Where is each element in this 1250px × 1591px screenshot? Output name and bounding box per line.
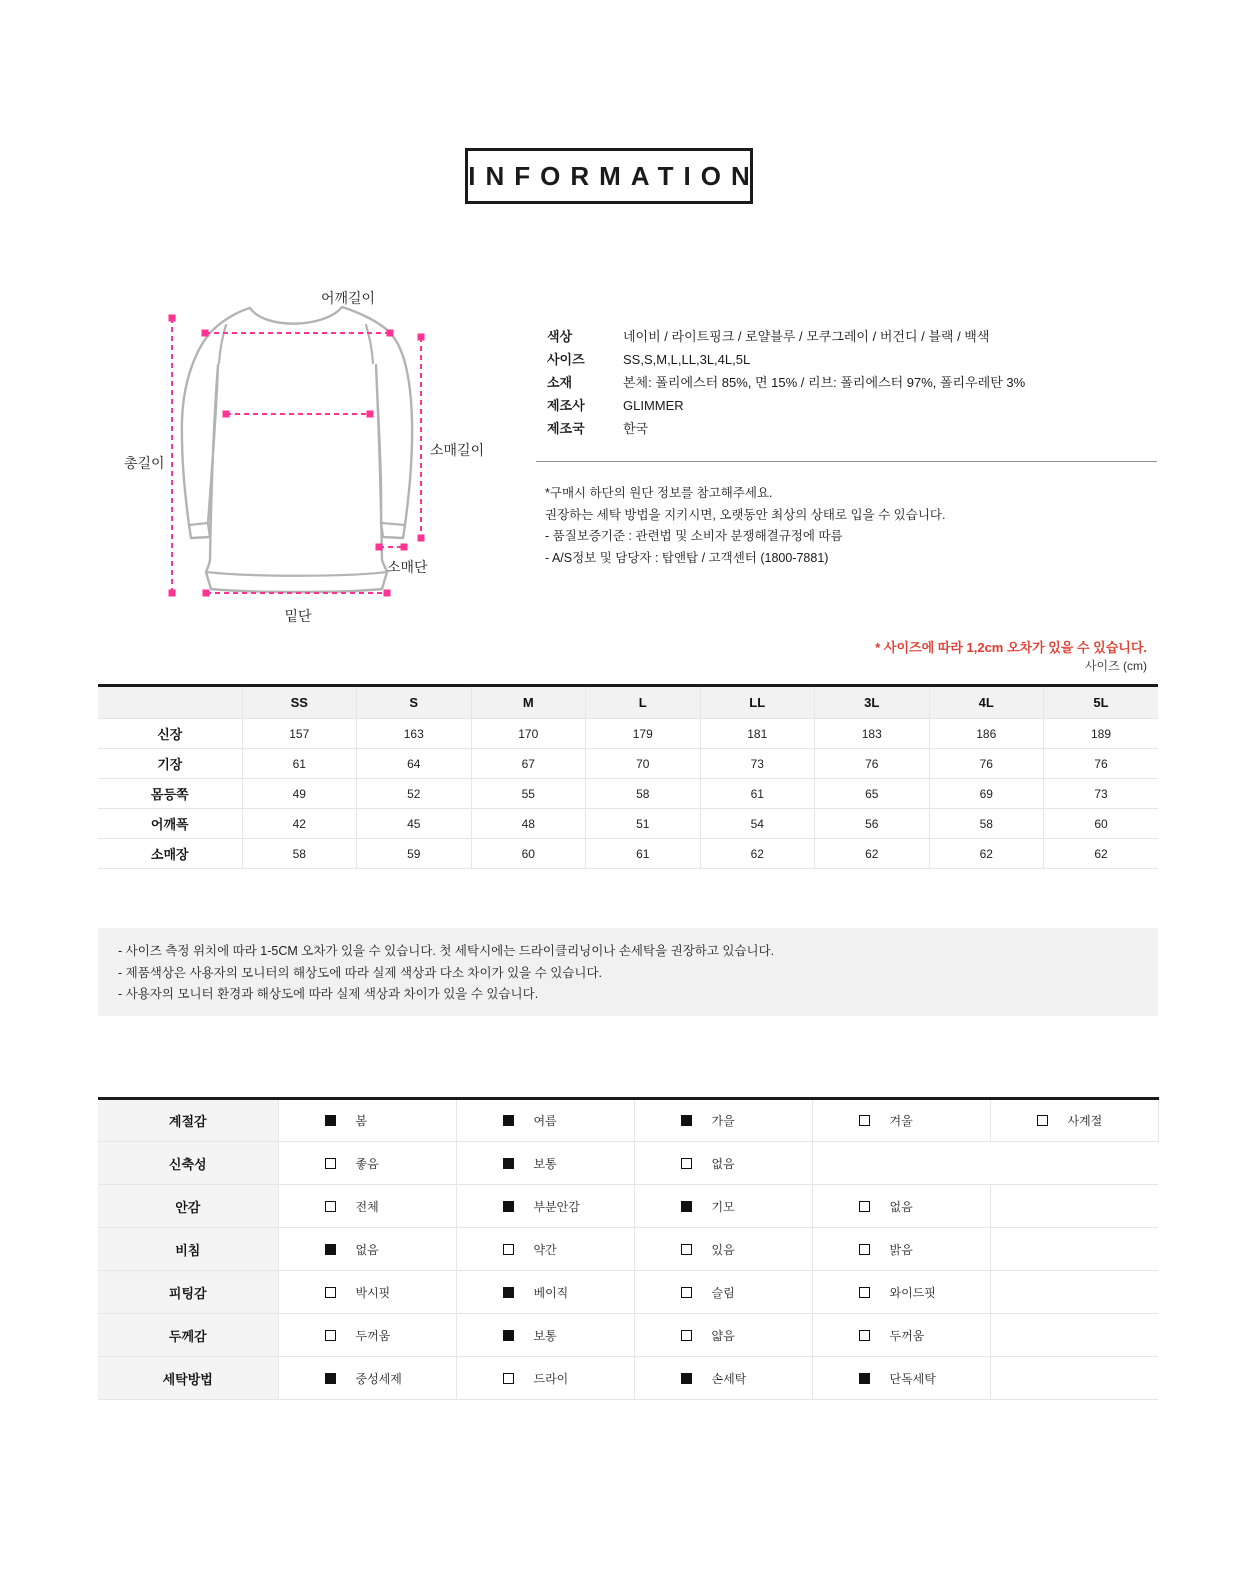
option-label: 없음 [355,1242,379,1257]
page-title: INFORMATION [468,160,760,191]
option-label: 슬림 [711,1285,735,1300]
label-sleeve-length: 소매길이 [430,442,485,458]
option-cell [812,1185,990,1228]
info-label: 색상 [547,329,573,344]
note-line: - 품질보증기준 : 관련법 및 소비자 분쟁해결규정에 따름 [545,529,843,543]
checkbox-unchecked-icon [859,1287,870,1298]
size-cell: 48 [471,809,586,839]
option-label: 밝음 [889,1242,913,1257]
size-row-label: 소매장 [98,839,242,869]
size-cell: 65 [815,779,930,809]
size-cell: 61 [700,779,815,809]
attribute-row-label: 계절감 [98,1099,278,1142]
option-cell [990,1099,1158,1142]
size-header-row [98,686,1158,719]
label-shoulder-length: 어깨길이 [320,290,376,306]
option-label: 기모 [711,1199,735,1214]
size-cell: 76 [815,749,930,779]
option-cell [278,1357,456,1400]
size-cell: 49 [242,779,357,809]
option-label: 없음 [711,1156,735,1171]
option-label: 겨울 [889,1114,913,1128]
size-column-header: 5L [1044,686,1159,719]
empty-cell [812,1142,1158,1185]
note-line: *구매시 하단의 원단 정보를 참고해주세요. [545,486,773,500]
option-label: 드라이 [533,1371,569,1386]
size-unit-label: 사이즈 (cm) [1084,659,1147,673]
attribute-row [98,1271,1158,1314]
label-hem: 밑단 [284,608,312,624]
size-table-corner [98,686,242,719]
info-value: 네이비 / 라이트핑크 / 로얄블루 / 모쿠그레이 / 버건디 / 블랙 / 백색 [623,329,990,344]
size-cell: 61 [242,749,357,779]
checkbox-unchecked-icon [681,1330,692,1341]
info-value: GLIMMER [623,398,684,413]
size-table-row [98,839,1158,869]
size-cell: 59 [357,839,472,869]
size-column-header: LL [700,686,815,719]
attribute-row-label: 안감 [98,1185,278,1228]
attribute-row-label: 비침 [98,1228,278,1271]
checkbox-unchecked-icon [859,1201,870,1212]
info-value: 한국 [623,421,649,436]
option-cell [456,1142,634,1185]
attribute-row-label: 피팅감 [98,1271,278,1314]
checkbox-checked-icon [503,1287,514,1298]
option-label: 사계절 [1067,1114,1103,1128]
info-divider [536,461,1157,462]
size-table-row [98,719,1158,749]
option-cell [812,1228,990,1271]
info-label: 소재 [547,375,573,390]
option-label: 보통 [533,1156,557,1171]
empty-cell [990,1314,1158,1357]
option-label: 좋음 [355,1156,379,1171]
size-cell: 181 [700,719,815,749]
checkbox-unchecked-icon [859,1244,870,1255]
attribute-table [98,1097,1159,1400]
attribute-row [98,1228,1158,1271]
info-row-size [547,353,1159,366]
checkbox-unchecked-icon [325,1287,336,1298]
label-total-length: 총길이 [124,455,165,471]
option-cell [456,1271,634,1314]
note-line: 권장하는 세탁 방법을 지키시면, 오랫동안 최상의 상태로 입을 수 있습니다. [545,507,946,522]
size-cell: 163 [357,719,472,749]
option-label: 보통 [533,1328,557,1343]
option-cell [634,1228,812,1271]
size-table-row [98,809,1158,839]
size-column-header: 4L [929,686,1044,719]
option-label: 두꺼움 [889,1328,925,1343]
option-label: 봄 [355,1114,368,1128]
info-label: 사이즈 [547,352,585,367]
checkbox-checked-icon [503,1115,514,1126]
garment-diagram [100,270,520,630]
info-label: 제조국 [547,421,585,436]
info-row-color [547,330,1159,343]
option-cell [634,1357,812,1400]
option-cell [634,1314,812,1357]
size-row-label: 어깨폭 [98,809,242,839]
option-label: 전체 [355,1199,379,1214]
checkbox-unchecked-icon [681,1287,692,1298]
product-info-panel [547,330,1159,445]
checkbox-unchecked-icon [325,1158,336,1169]
option-cell [812,1357,990,1400]
option-label: 베이직 [533,1285,569,1300]
size-cell: 183 [815,719,930,749]
checkbox-checked-icon [503,1158,514,1169]
option-label: 약간 [533,1242,557,1257]
size-cell: 58 [586,779,701,809]
size-cell: 55 [471,779,586,809]
size-cell: 76 [1044,749,1159,779]
option-cell [812,1271,990,1314]
option-cell [456,1314,634,1357]
page-title-box [465,148,760,204]
attribute-row-label: 두께감 [98,1314,278,1357]
option-label: 박시핏 [355,1285,391,1300]
info-value: SS,S,M,L,LL,3L,4L,5L [623,352,751,367]
size-cell: 42 [242,809,357,839]
size-tolerance-note: * 사이즈에 따라 1,2cm 오차가 있을 수 있습니다. [875,640,1147,655]
size-column-header: M [471,686,586,719]
option-cell [278,1142,456,1185]
size-cell: 62 [815,839,930,869]
option-label: 얇음 [711,1328,735,1343]
checkbox-checked-icon [681,1201,692,1212]
option-cell [634,1185,812,1228]
option-cell [812,1099,990,1142]
checkbox-unchecked-icon [859,1115,870,1126]
empty-cell [990,1357,1158,1400]
size-cell: 62 [929,839,1044,869]
checkbox-checked-icon [325,1373,336,1384]
checkbox-unchecked-icon [681,1158,692,1169]
option-cell [278,1314,456,1357]
size-column-header: 3L [815,686,930,719]
size-row-label: 신장 [98,719,242,749]
option-cell [634,1099,812,1142]
empty-cell [990,1185,1158,1228]
option-label: 여름 [533,1114,557,1128]
checkbox-checked-icon [503,1330,514,1341]
checkbox-unchecked-icon [681,1244,692,1255]
info-value: 본체: 폴리에스터 85%, 면 15% / 리브: 폴리에스터 97%, 폴리우레탄 3% [623,375,1026,390]
size-column-header: L [586,686,701,719]
care-note-line: - 사용자의 모니터 환경과 해상도에 따라 실제 색상과 차이가 있을 수 있습니다. [118,987,539,1001]
size-column-header: S [357,686,472,719]
size-table-row [98,779,1158,809]
size-cell: 73 [1044,779,1159,809]
info-row-material [547,376,1159,389]
size-column-header: SS [242,686,357,719]
care-note-line: - 사이즈 측정 위치에 따라 1-5CM 오차가 있을 수 있습니다. 첫 세탁시에는 드라이클리닝이나 손세탁을 권장하고 있습니다. [118,944,775,958]
size-cell: 70 [586,749,701,779]
attribute-row-label: 세탁방법 [98,1357,278,1400]
size-cell: 76 [929,749,1044,779]
option-label: 부분안감 [533,1199,580,1214]
size-cell: 51 [586,809,701,839]
size-cell: 58 [929,809,1044,839]
size-cell: 67 [471,749,586,779]
care-notes-box [98,928,1158,1016]
checkbox-unchecked-icon [503,1244,514,1255]
size-cell: 61 [586,839,701,869]
option-label: 가을 [711,1114,735,1128]
size-cell: 60 [471,839,586,869]
note-line: - A/S정보 및 담당자 : 탑앤탑 / 고객센터 (1800-7881) [545,550,829,565]
attribute-row [98,1099,1158,1142]
size-cell: 64 [357,749,472,779]
size-cell: 54 [700,809,815,839]
size-row-label: 몸등쪽 [98,779,242,809]
purchase-notes [545,483,945,569]
attribute-row-label: 신축성 [98,1142,278,1185]
checkbox-checked-icon [859,1373,870,1384]
option-cell [634,1271,812,1314]
option-cell [456,1185,634,1228]
size-cell: 186 [929,719,1044,749]
checkbox-checked-icon [325,1244,336,1255]
option-cell [456,1357,634,1400]
empty-cell [990,1228,1158,1271]
option-label: 중성세제 [355,1371,402,1386]
size-cell: 69 [929,779,1044,809]
size-cell: 73 [700,749,815,779]
option-label: 와이드핏 [889,1285,936,1300]
checkbox-unchecked-icon [325,1201,336,1212]
checkbox-unchecked-icon [503,1373,514,1384]
attribute-row [98,1142,1158,1185]
size-row-label: 기장 [98,749,242,779]
option-label: 손세탁 [711,1371,747,1386]
attribute-row [98,1185,1158,1228]
size-cell: 170 [471,719,586,749]
attribute-row [98,1314,1158,1357]
checkbox-checked-icon [325,1115,336,1126]
option-cell [278,1185,456,1228]
option-label: 있음 [711,1242,735,1257]
size-cell: 62 [700,839,815,869]
empty-cell [990,1271,1158,1314]
option-cell [278,1099,456,1142]
info-label: 제조사 [547,398,585,413]
label-sleeve-cuff: 소매단 [387,559,428,575]
option-cell [278,1271,456,1314]
checkbox-unchecked-icon [1037,1115,1048,1126]
size-cell: 62 [1044,839,1159,869]
option-cell [456,1099,634,1142]
size-table [98,684,1158,869]
option-cell [456,1228,634,1271]
care-note-line: - 제품색상은 사용자의 모니터의 해상도에 따라 실제 색상과 다소 차이가 있을 수 있습니다. [118,965,603,980]
info-row-manufacturer [547,399,1159,412]
size-cell: 52 [357,779,472,809]
size-table-row [98,749,1158,779]
checkbox-unchecked-icon [859,1330,870,1341]
option-cell [812,1314,990,1357]
size-cell: 58 [242,839,357,869]
option-cell [278,1228,456,1271]
option-label: 단독세탁 [889,1371,936,1386]
option-label: 두꺼움 [355,1328,391,1343]
option-label: 없음 [889,1199,913,1214]
size-cell: 157 [242,719,357,749]
info-row-country [547,422,1159,435]
size-cell: 60 [1044,809,1159,839]
option-cell [634,1142,812,1185]
checkbox-checked-icon [503,1201,514,1212]
attribute-row [98,1357,1158,1400]
size-cell: 179 [586,719,701,749]
checkbox-checked-icon [681,1115,692,1126]
size-cell: 189 [1044,719,1159,749]
checkbox-unchecked-icon [325,1330,336,1341]
checkbox-checked-icon [681,1373,692,1384]
size-cell: 45 [357,809,472,839]
size-cell: 56 [815,809,930,839]
